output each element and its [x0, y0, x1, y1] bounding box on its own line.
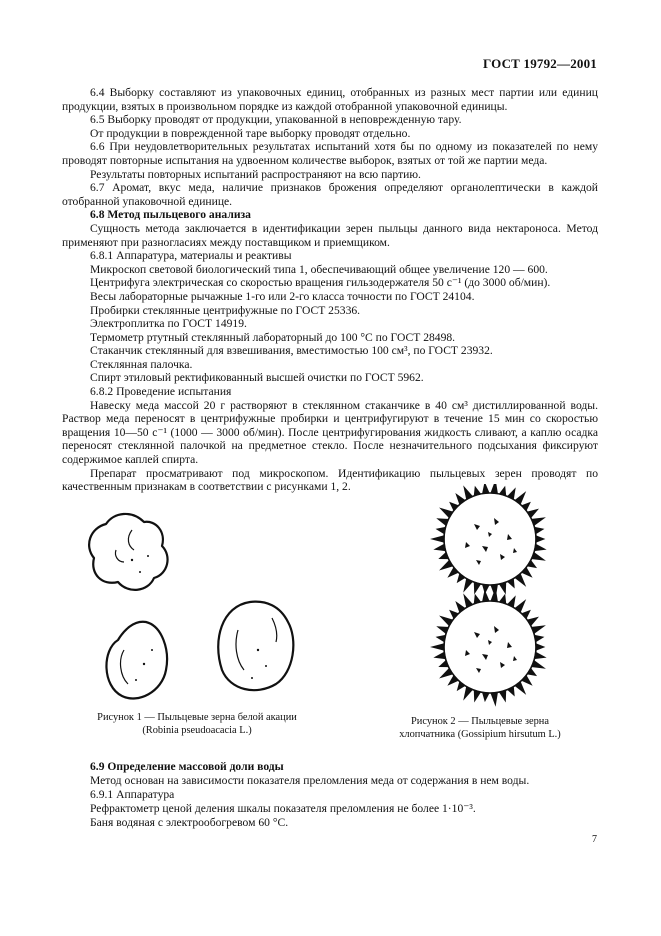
section-6-8-intro: Сущность метода заключается в идентификации зерен пыльцы данного вида нектароноса. Метод применяют при разногласиях между поставщиком и приемщиком. — [62, 221, 598, 249]
figure-1-caption — [62, 712, 332, 737]
section-6-9-title: 6.9 Определение массовой доли воды — [90, 760, 284, 773]
equipment-item: Пробирки стеклянные центрифужные по ГОСТ 25336. — [90, 303, 361, 317]
equipment-item: Стаканчик стеклянный для взвешивания, вместимостью 100 см³, по ГОСТ 23932. — [90, 344, 493, 358]
paragraph-6-5: 6.5 Выборку проводят от продукции, упакованной в неповрежденную тару. — [90, 113, 462, 127]
figure-2-caption — [362, 716, 598, 741]
section-6-8-title: 6.8 Метод пыльцевого анализа — [90, 208, 251, 222]
paragraph-repeat-results: Результаты повторных испытаний распространяют на всю партию. — [90, 167, 421, 181]
figure-2-pollen-cotton — [390, 484, 590, 712]
text-body — [62, 86, 598, 494]
subsection-6-9-1: 6.9.1 Аппаратура — [90, 788, 175, 801]
figures-area — [62, 490, 598, 750]
standard-code-header: ГОСТ 19792—2001 — [482, 56, 597, 71]
figure-2-caption-latin: хлопчатника (Gossipium hirsutum L.) — [399, 728, 561, 740]
equipment-item: Электроплитка по ГОСТ 14919. — [90, 317, 247, 331]
apparatus-item: Рефрактометр ценой деления шкалы показателя преломления не более 1·10⁻³. — [90, 802, 476, 815]
microscope-paragraph: Препарат просматривают под микроскопом. Идентификацию пыльцевых зерен проводят по качественным признакам в соответствии с рисунками 1, 2. — [62, 466, 598, 494]
equipment-item: Микроскоп световой биологический типа 1, обеспечивающий общее увеличение 120 — 600. — [90, 262, 548, 276]
equipment-item: Центрифуга электрическая со скоростью вращения гильзодержателя 50 с⁻¹ (до 3000 об/мин). — [90, 276, 551, 290]
section-6-9-intro: Метод основан на зависимости показателя преломления меда от содержания в нем воды. — [90, 774, 530, 787]
paragraph-damaged-tare: От продукции в поврежденной таре выборку проводят отдельно. — [90, 126, 411, 140]
figure-1-caption-title: Рисунок 1 — Пыльцевые зерна белой акации — [97, 712, 297, 723]
equipment-item: Стеклянная палочка. — [90, 357, 193, 371]
subsection-6-8-1: 6.8.1 Аппаратура, материалы и реактивы — [90, 249, 292, 263]
page-number: 7 — [592, 834, 597, 845]
paragraph-6-6: 6.6 При неудовлетворительных результатах испытаний хотя бы по одному из показателей по нему проводят повторные испытания на удвоенном количестве выборок, взятых от той же партии меда. — [62, 140, 598, 167]
procedure-paragraph: Навеску меда массой 20 г растворяют в стеклянном стаканчике в 40 см³ дистиллированной воды. Раствор меда переносят в центрифужные пробирки и центрифугируют в течение 15 мин со скоростью вращения 10—50 с⁻¹ (1000 — 3000 об/мин). После центрифугирования жидкость сливают, а каплю осадка переносят стеклянной палочкой на предметное стекло. После незначительного подсыхания фиксируют содержимое каплей спирта. — [62, 398, 598, 467]
figure-1-caption-latin: (Robinia pseudoacacia L.) — [142, 724, 252, 736]
figure-1-pollen-acacia — [62, 490, 332, 705]
paragraph-6-4: 6.4 Выборку составляют из упаковочных единиц, отобранных из разных мест партии или единиц продукции, взятых в произвольном порядке из каждой отобранной упаковочной единицы. — [62, 86, 598, 113]
equipment-item: Спирт этиловый ректификованный высшей очистки по ГОСТ 5962. — [90, 371, 424, 385]
subsection-6-8-2: 6.8.2 Проведение испытания — [90, 385, 232, 399]
figure-2-caption-title: Рисунок 2 — Пыльцевые зерна — [411, 716, 549, 727]
text-body-lower — [62, 760, 598, 830]
equipment-item: Термометр ртутный стеклянный лабораторный до 100 °С по ГОСТ 28498. — [90, 330, 456, 344]
equipment-item: Весы лабораторные рычажные 1-го или 2-го класса точности по ГОСТ 24104. — [90, 289, 475, 303]
apparatus-item: Баня водяная с электрообогревом 60 °С. — [90, 816, 289, 829]
paragraph-6-7: 6.7 Аромат, вкус меда, наличие признаков брожения определяют органолептически в каждой отобранной упаковочной единице. — [62, 181, 598, 208]
